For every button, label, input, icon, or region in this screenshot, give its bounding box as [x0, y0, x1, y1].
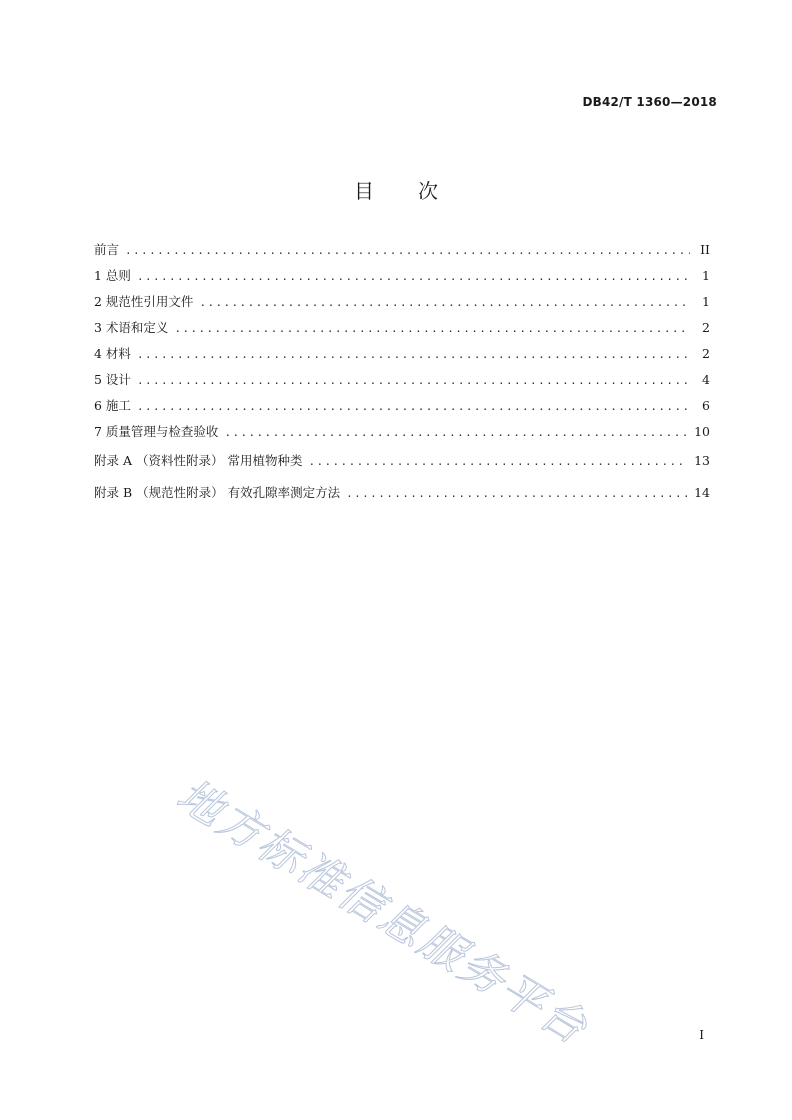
- toc-entry-appendix-b[interactable]: [94, 477, 710, 509]
- toc-entry-foreword[interactable]: [94, 237, 710, 263]
- toc-leader-dots: [199, 290, 690, 316]
- toc-leader-dots: [137, 342, 690, 368]
- toc-entry-page: 2: [702, 320, 710, 335]
- toc-entry-terms[interactable]: [94, 315, 710, 341]
- title-char-2: 次: [418, 179, 438, 203]
- page-number: I: [699, 1028, 704, 1042]
- toc-entry-design[interactable]: [94, 367, 710, 393]
- toc-entry-label: 7 质量管理与检查验收: [94, 424, 219, 439]
- toc-entry-page: 13: [694, 453, 710, 468]
- toc-entry-construction[interactable]: [94, 393, 710, 419]
- toc-entry-page: 2: [702, 346, 710, 361]
- toc-leader-dots: [137, 394, 690, 420]
- toc-entry-quality-management[interactable]: [94, 419, 710, 445]
- toc-entry-label: 6 施工: [94, 398, 131, 413]
- table-of-contents: [94, 237, 710, 509]
- toc-entry-label: 5 设计: [94, 372, 131, 387]
- toc-entry-appendix-a[interactable]: [94, 445, 710, 477]
- toc-leader-dots: [137, 264, 690, 290]
- toc-entry-label: 1 总则: [94, 268, 131, 283]
- toc-entry-page: 6: [702, 398, 710, 413]
- toc-entry-label: 前言: [94, 242, 120, 257]
- toc-entry-materials[interactable]: [94, 341, 710, 367]
- toc-entry-normative-references[interactable]: [94, 289, 710, 315]
- toc-entry-page: 14: [694, 485, 710, 500]
- title-char-1: 目: [354, 179, 374, 203]
- toc-leader-dots: [137, 368, 690, 394]
- toc-leader-dots: [346, 478, 688, 510]
- toc-entry-label: 附录 B （规范性附录） 有效孔隙率测定方法: [94, 485, 341, 500]
- toc-entry-label: 4 材料: [94, 346, 131, 361]
- toc-leader-dots: [125, 238, 690, 264]
- toc-entry-label: 3 术语和定义: [94, 320, 169, 335]
- toc-entry-label: 2 规范性引用文件: [94, 294, 194, 309]
- toc-entry-label: 附录 A （资料性附录） 常用植物种类: [94, 453, 303, 468]
- toc-entry-page: 10: [694, 424, 710, 439]
- toc-entry-general[interactable]: [94, 263, 710, 289]
- toc-leader-dots: [174, 316, 690, 342]
- toc-leader-dots: [224, 420, 688, 446]
- toc-entry-page: 1: [702, 268, 710, 283]
- standard-code: DB42/T 1360—2018: [582, 95, 717, 109]
- toc-entry-page: 1: [702, 294, 710, 309]
- toc-entry-page: 4: [702, 372, 710, 387]
- page-title: [0, 175, 792, 204]
- watermark: 地方标准信息服务平台: [168, 769, 598, 1056]
- toc-leader-dots: [308, 446, 688, 478]
- toc-entry-page: II: [700, 242, 710, 257]
